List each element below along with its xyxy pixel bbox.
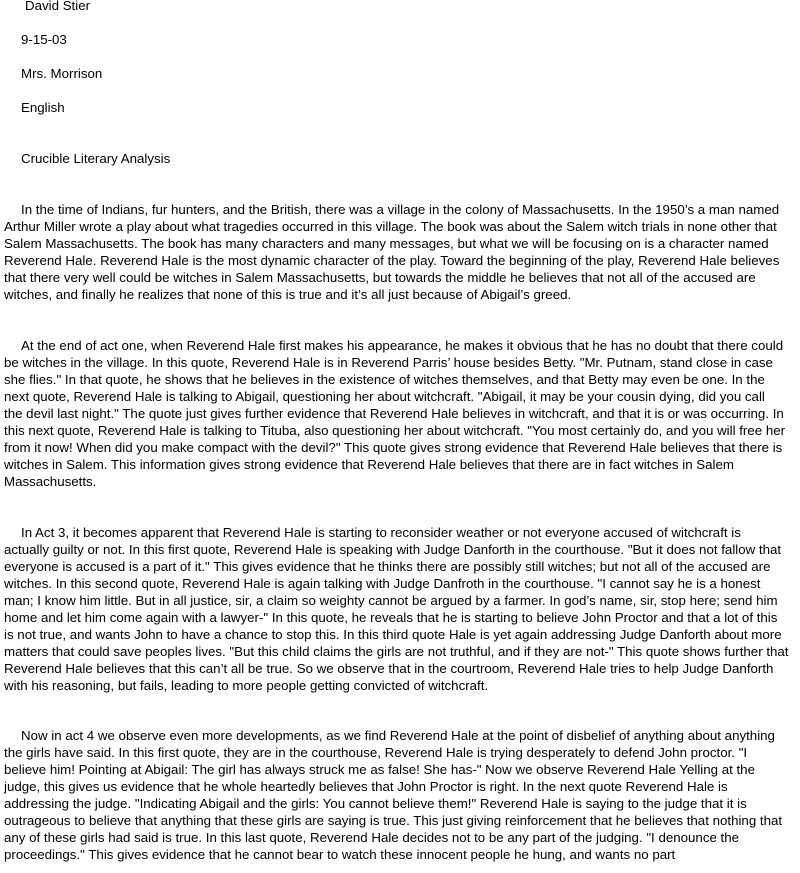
paragraph-line: from it now! When did you make compact with the devil?" This quote gives strong evidence that Reverend Hale believes that there is [4, 440, 783, 455]
paragraph-line: actually guilty or not. In this first quote, Reverend Hale is speaking with Judge Danforth in the courthouse. "But it does not fallow that [4, 542, 782, 557]
paragraph-line: the devil last night." The quote just gives further evidence that Reverend Hale believes in witchcraft, and that it is or was occurring. In [4, 406, 784, 421]
paragraph-line: any of these girls had said is true. In this last quote, Reverend Hale decides not to be any part of the judging. "I denounce the [4, 830, 740, 845]
paragraph-line: is not true, and wants John to have a chance to stop this. In this third quote Hale is yet again addressing Judge Danforth about more [4, 627, 782, 642]
paragraph-line: home and let him come again with a lawyer-" In this quote, he reveals that he is starting to believe John Proctor and that a lot of this [4, 610, 778, 625]
paragraph-line: witches in Salem. This information gives strong evidence that Reverend Hale believes that there are in fact witches in Salem [4, 457, 734, 472]
paragraph-line: matters that could save peoples lives. "But this child claims the girls are not truthful, and if they are not-" This quote shows further that [4, 644, 789, 659]
essay-title: Crucible Literary Analysis [21, 151, 171, 166]
author-name: David Stier [25, 0, 91, 13]
paragraph-line: judge, this gives us evidence that he whole heartedly believes that John Proctor is right. In the next quote Reverend Hale is [4, 779, 728, 794]
paragraph-line: everyone is accused is a part of it." This gives evidence that he thinks there are possibly still witches; but not all of the accused are [4, 559, 771, 574]
paragraph-line: she flies." In that quote, he shows that he believes in the existence of witches themselves, and that Betty may even be one. In the [4, 372, 765, 387]
paragraph-line: Massachusetts. [4, 474, 97, 489]
paragraph-line: Reverend Hale. Reverend Hale is the most dynamic character of the play. Toward the beginning of the play, Reverend Hale believes [4, 253, 780, 268]
paragraph-line: Salem Massachusetts. The book has many characters and many messages, but what we will be focusing on is a character named [4, 236, 769, 251]
paragraph-line: Reverend Hale believes that this can’t all be true. So we observe that in the courtroom, Reverend Hale tries to help Judge Danforth [4, 661, 774, 676]
paragraph-line: addressing the judge. "Indicating Abigail and the girls: You cannot believe them!" Reverend Hale is saying to the judge that it is [4, 796, 747, 811]
paragraph-line: Arthur Miller wrote a play about what tragedies occurred in this village. The book was about the Salem witch trials in none other that [4, 219, 777, 234]
teacher-name: Mrs. Morrison [21, 66, 103, 81]
paragraph-line: Now in act 4 we observe even more developments, as we find Reverend Hale at the point of disbelief of anything about anything [21, 728, 775, 743]
paragraph-line: In the time of Indians, fur hunters, and the British, there was a village in the colony of Massachusetts. In the 1950’s a man named [21, 202, 780, 217]
paragraph-line: the girls have said. In this first quote, they are in the courthouse, Reverend Hale is trying desperately to defend John proctor. "I [4, 745, 748, 760]
paragraph-line: be witches in the village. In this quote, Reverend Hale is in Reverend Parris’ house besides Betty. "Mr. Putnam, stand close in case [4, 355, 773, 370]
paragraph-line: At the end of act one, when Reverend Hale first makes his appearance, he makes it obvious that he has no doubt that there could [21, 338, 784, 353]
paragraph-line: next quote, Reverend Hale is talking to Abigail, questioning her about witchcraft. "Abigail, it may be your cousin dying, did you call [4, 389, 765, 404]
paragraph-line: believe him! Pointing at Abigail: The girl has always struck me as false! She has-" Now we observe Reverend Hale Yelling at the [4, 762, 755, 777]
paragraph-line: witches. In this second quote, Reverend Hale is again talking with Judge Danfroth in the courthouse. "I cannot say he is a honest [4, 576, 761, 591]
paragraph-line: this next quote, Reverend Hale is talking to Tituba, also questioning her about witchcraft. "You most certainly do, and you will free her [4, 423, 786, 438]
paragraph-line: In Act 3, it becomes apparent that Reverend Hale is starting to reconsider weather or not everyone accused of witchcraft is [21, 525, 741, 540]
paragraph-line: proceedings." This gives evidence that he cannot bear to watch these innocent people he hung, and wants no part [4, 847, 676, 862]
date: 9-15-03 [21, 32, 67, 47]
paragraph-line: outrageous to believe that anything that these girls are saying is true. This just giving reinforcement that he believes that nothing that [4, 813, 783, 828]
paragraph-line: that there very well could be witches in Salem Massachusetts, but towards the middle he believes that not all of the accused are [4, 270, 756, 285]
paragraph-line: with his reasoning, but fails, leading to more people getting convicted of witchcraft. [4, 678, 489, 693]
paragraph-line: man; I know him little. But in all justice, sir, a claim so weighty cannot be argued by a farmer. In god’s name, sir, stop here; send him [4, 593, 778, 608]
course-name: English [21, 100, 65, 115]
paragraph-line: witches, and finally he realizes that none of this is true and it’s all just because of Abigail’s greed. [4, 287, 572, 302]
